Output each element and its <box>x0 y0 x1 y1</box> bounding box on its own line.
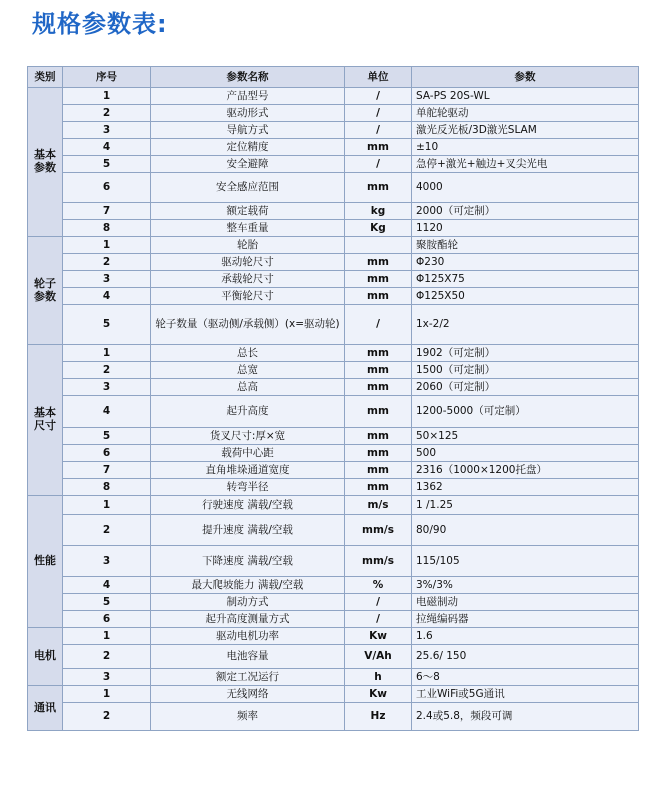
param-name-cell: 安全感应范围 <box>151 173 345 203</box>
index-cell: 8 <box>63 479 151 496</box>
table-row <box>28 237 639 254</box>
value-cell: 拉绳编码器 <box>412 611 639 628</box>
index-cell: 7 <box>63 462 151 479</box>
param-name-cell: 承载轮尺寸 <box>151 271 345 288</box>
value-cell: 1902（可定制） <box>412 345 639 362</box>
param-name-cell: 驱动电机功率 <box>151 628 345 645</box>
header-param-name: 参数名称 <box>151 67 345 88</box>
param-name-cell: 轮子数量（驱动侧/承载侧）(x=驱动轮) <box>151 305 345 345</box>
value-cell: 1.6 <box>412 628 639 645</box>
table-row <box>28 611 639 628</box>
param-name-cell: 载荷中心距 <box>151 445 345 462</box>
table-row <box>28 88 639 105</box>
value-cell: 50×125 <box>412 428 639 445</box>
category-cell: 性能 <box>28 496 63 628</box>
header-row <box>28 67 639 88</box>
index-cell: 5 <box>63 594 151 611</box>
table-row <box>28 379 639 396</box>
index-cell: 8 <box>63 220 151 237</box>
param-name-cell: 无线网络 <box>151 686 345 703</box>
param-name-cell: 驱动轮尺寸 <box>151 254 345 271</box>
index-cell: 6 <box>63 445 151 462</box>
table-row <box>28 220 639 237</box>
param-name-cell: 行驶速度 满载/空载 <box>151 496 345 515</box>
param-name-cell: 直角堆垛通道宽度 <box>151 462 345 479</box>
value-cell: 1x-2/2 <box>412 305 639 345</box>
value-cell: Φ125X50 <box>412 288 639 305</box>
index-cell: 3 <box>63 122 151 139</box>
unit-cell: mm <box>345 396 412 428</box>
table-row <box>28 594 639 611</box>
index-cell: 2 <box>63 254 151 271</box>
unit-cell: mm <box>345 254 412 271</box>
param-name-cell: 起升高度 <box>151 396 345 428</box>
unit-cell: mm/s <box>345 546 412 577</box>
unit-cell: mm <box>345 139 412 156</box>
index-cell: 6 <box>63 173 151 203</box>
value-cell: 单舵轮驱动 <box>412 105 639 122</box>
value-cell: 115/105 <box>412 546 639 577</box>
table-row <box>28 362 639 379</box>
index-cell: 2 <box>63 703 151 731</box>
value-cell: 电磁制动 <box>412 594 639 611</box>
index-cell: 6 <box>63 611 151 628</box>
unit-cell: mm <box>345 445 412 462</box>
index-cell: 3 <box>63 546 151 577</box>
index-cell: 1 <box>63 345 151 362</box>
table-row <box>28 496 639 515</box>
header-category: 类别 <box>28 67 63 88</box>
table-row <box>28 577 639 594</box>
param-name-cell: 制动方式 <box>151 594 345 611</box>
index-cell: 2 <box>63 362 151 379</box>
param-name-cell: 电池容量 <box>151 645 345 669</box>
index-cell: 1 <box>63 88 151 105</box>
index-cell: 5 <box>63 156 151 173</box>
param-name-cell: 额定载荷 <box>151 203 345 220</box>
table-row <box>28 139 639 156</box>
table-row <box>28 479 639 496</box>
unit-cell: mm <box>345 288 412 305</box>
param-name-cell: 提升速度 满载/空载 <box>151 515 345 546</box>
index-cell: 3 <box>63 669 151 686</box>
table-row <box>28 669 639 686</box>
unit-cell: mm <box>345 173 412 203</box>
table-row <box>28 515 639 546</box>
table-row <box>28 445 639 462</box>
value-cell: 1120 <box>412 220 639 237</box>
value-cell: 3%/3% <box>412 577 639 594</box>
table-row <box>28 305 639 345</box>
param-name-cell: 货叉尺寸:厚×宽 <box>151 428 345 445</box>
unit-cell: mm <box>345 462 412 479</box>
unit-cell: mm/s <box>345 515 412 546</box>
param-name-cell: 频率 <box>151 703 345 731</box>
table-row <box>28 288 639 305</box>
table-row <box>28 628 639 645</box>
index-cell: 1 <box>63 628 151 645</box>
unit-cell: h <box>345 669 412 686</box>
table-row <box>28 271 639 288</box>
param-name-cell: 下降速度 满载/空载 <box>151 546 345 577</box>
value-cell: Φ125X75 <box>412 271 639 288</box>
unit-cell: / <box>345 611 412 628</box>
index-cell: 2 <box>63 105 151 122</box>
param-name-cell: 安全避障 <box>151 156 345 173</box>
param-name-cell: 额定工况运行 <box>151 669 345 686</box>
value-cell: 工业WiFi或5G通讯 <box>412 686 639 703</box>
unit-cell: Kg <box>345 220 412 237</box>
value-cell: Φ230 <box>412 254 639 271</box>
category-cell: 基本 尺寸 <box>28 345 63 496</box>
index-cell: 4 <box>63 577 151 594</box>
unit-cell: / <box>345 105 412 122</box>
param-name-cell: 转弯半径 <box>151 479 345 496</box>
unit-cell: mm <box>345 345 412 362</box>
spec-body <box>28 88 639 731</box>
unit-cell: m/s <box>345 496 412 515</box>
unit-cell: / <box>345 88 412 105</box>
value-cell: 激光反光板/3D激光SLAM <box>412 122 639 139</box>
index-cell: 1 <box>63 686 151 703</box>
category-cell: 轮子 参数 <box>28 237 63 345</box>
table-row <box>28 703 639 731</box>
value-cell: 2.4或5.8，频段可调 <box>412 703 639 731</box>
table-row <box>28 645 639 669</box>
unit-cell: / <box>345 156 412 173</box>
value-cell: ±10 <box>412 139 639 156</box>
table-row <box>28 105 639 122</box>
unit-cell: mm <box>345 362 412 379</box>
header-index: 序号 <box>63 67 151 88</box>
page-title: 规格参数表: <box>32 10 168 38</box>
value-cell: SA-PS 20S-WL <box>412 88 639 105</box>
unit-cell: % <box>345 577 412 594</box>
category-cell: 基本 参数 <box>28 88 63 237</box>
header-unit: 单位 <box>345 67 412 88</box>
table-row <box>28 173 639 203</box>
unit-cell: kg <box>345 203 412 220</box>
unit-cell: mm <box>345 479 412 496</box>
spec-table <box>27 66 639 731</box>
value-cell: 1362 <box>412 479 639 496</box>
index-cell: 2 <box>63 515 151 546</box>
unit-cell: mm <box>345 379 412 396</box>
value-cell: 80/90 <box>412 515 639 546</box>
unit-cell: mm <box>345 271 412 288</box>
index-cell: 5 <box>63 428 151 445</box>
unit-cell <box>345 237 412 254</box>
table-row <box>28 156 639 173</box>
index-cell: 4 <box>63 288 151 305</box>
unit-cell: V/Ah <box>345 645 412 669</box>
table-row <box>28 122 639 139</box>
value-cell: 1200-5000（可定制） <box>412 396 639 428</box>
index-cell: 1 <box>63 237 151 254</box>
value-cell: 1500（可定制） <box>412 362 639 379</box>
table-row <box>28 462 639 479</box>
value-cell: 2060（可定制） <box>412 379 639 396</box>
unit-cell: mm <box>345 428 412 445</box>
param-name-cell: 轮胎 <box>151 237 345 254</box>
unit-cell: / <box>345 594 412 611</box>
table-row <box>28 546 639 577</box>
index-cell: 3 <box>63 379 151 396</box>
param-name-cell: 定位精度 <box>151 139 345 156</box>
param-name-cell: 起升高度测量方式 <box>151 611 345 628</box>
table-row <box>28 396 639 428</box>
value-cell: 6～8 <box>412 669 639 686</box>
param-name-cell: 平衡轮尺寸 <box>151 288 345 305</box>
table-row <box>28 203 639 220</box>
unit-cell: Kw <box>345 628 412 645</box>
unit-cell: Hz <box>345 703 412 731</box>
index-cell: 3 <box>63 271 151 288</box>
category-cell: 电机 <box>28 628 63 686</box>
unit-cell: / <box>345 305 412 345</box>
value-cell: 25.6/ 150 <box>412 645 639 669</box>
value-cell: 2316（1000×1200托盘） <box>412 462 639 479</box>
param-name-cell: 驱动形式 <box>151 105 345 122</box>
param-name-cell: 总长 <box>151 345 345 362</box>
param-name-cell: 最大爬坡能力 满载/空载 <box>151 577 345 594</box>
index-cell: 2 <box>63 645 151 669</box>
value-cell: 聚胺酯轮 <box>412 237 639 254</box>
table-row <box>28 686 639 703</box>
table-row <box>28 345 639 362</box>
param-name-cell: 产品型号 <box>151 88 345 105</box>
param-name-cell: 总宽 <box>151 362 345 379</box>
unit-cell: / <box>345 122 412 139</box>
index-cell: 5 <box>63 305 151 345</box>
param-name-cell: 整车重量 <box>151 220 345 237</box>
value-cell: 2000（可定制） <box>412 203 639 220</box>
index-cell: 4 <box>63 396 151 428</box>
unit-cell: Kw <box>345 686 412 703</box>
table-row <box>28 254 639 271</box>
index-cell: 7 <box>63 203 151 220</box>
value-cell: 急停+激光+触边+叉尖光电 <box>412 156 639 173</box>
table-row <box>28 428 639 445</box>
param-name-cell: 总高 <box>151 379 345 396</box>
value-cell: 500 <box>412 445 639 462</box>
value-cell: 1 /1.25 <box>412 496 639 515</box>
header-value: 参数 <box>412 67 639 88</box>
index-cell: 1 <box>63 496 151 515</box>
category-cell: 通讯 <box>28 686 63 731</box>
index-cell: 4 <box>63 139 151 156</box>
value-cell: 4000 <box>412 173 639 203</box>
param-name-cell: 导航方式 <box>151 122 345 139</box>
